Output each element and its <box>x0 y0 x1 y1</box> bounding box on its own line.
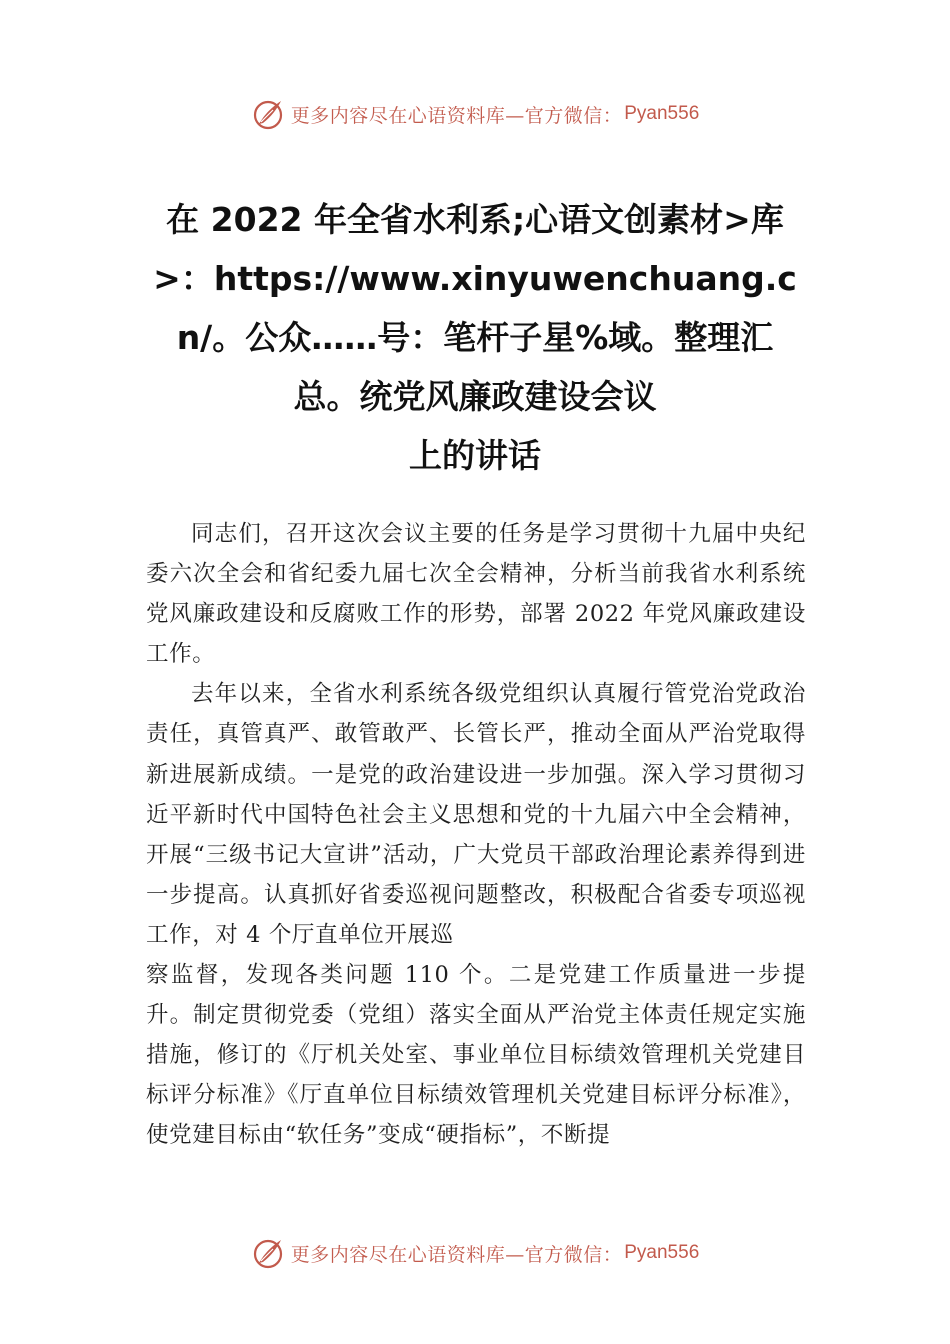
banner-wechat-id: Pyan556 <box>624 103 700 124</box>
document-title <box>145 190 805 485</box>
paragraph-1: 同志们，召开这次会议主要的任务是学习贯彻十九届中央纪委六次全会和省纪委九届七次全会精神，分析当前我省水利系统党风廉政建设和反腐败工作的形势，部署 2022 年党风廉政建设工作。 <box>146 521 806 668</box>
title-line-1: 在 2022 年全省水利系;心语文创素材>库>：https://www.xinyuwenchuang.cn/。公众……号：笔杆子星%域。整理汇总。统党风廉政建设会议 <box>153 200 797 416</box>
title-line-2: 上的讲话 <box>409 436 541 475</box>
paragraph-2: 去年以来，全省水利系统各级党组织认真履行管党治党政治责任，真管真严、敢管敢严、长管长严，推动全面从严治党取得新进展新成绩。一是党的政治建设进一步加强。深入学习贯彻习近平新时代中国特色社会主义思想和党的十九届六中全会精神，开展“三级书记大宣讲”活动，广大党员干部政治理论素养得到进一步提高。认真抓好省委巡视问题整改，积极配合省委专项巡视工作，对 4 个厅直单位开展巡 <box>146 681 806 948</box>
banner-text: 更多内容尽在心语资料库—官方微信： <box>290 1243 623 1266</box>
footer-banner <box>0 1233 950 1273</box>
header-banner <box>0 94 950 134</box>
banner-text: 更多内容尽在心语资料库—官方微信： <box>290 104 623 127</box>
banner-wechat-id: Pyan556 <box>624 1242 700 1263</box>
quill-pen-icon <box>251 1236 285 1270</box>
quill-pen-icon <box>251 97 285 131</box>
paragraph-3: 察监督，发现各类问题 110 个。二是党建工作质量进一步提升。制定贯彻党委（党组）落实全面从严治党主体责任规定实施措施，修订的《厅机关处室、事业单位目标绩效管理机关党建目标评分标准》《厅直单位目标绩效管理机关党建目标评分标准》，使党建目标由“软任务”变成“硬指标”，不断提 <box>146 962 806 1149</box>
document-body <box>146 514 806 1156</box>
